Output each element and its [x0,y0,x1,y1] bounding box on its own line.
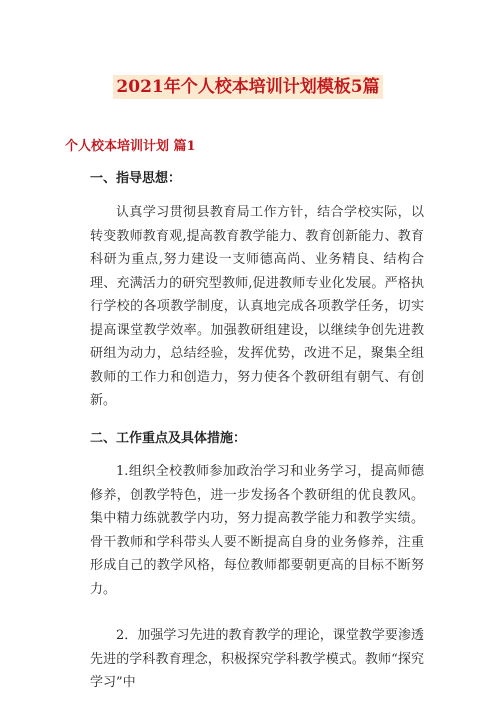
section-title: 个人校本培训计划 篇1 [65,139,196,154]
paragraph-guiding-ideology: 认真学习贯彻县教育局工作方针，结合学校实际，以转变教师教育观,提高教育教学能力、教育创新能力、教育科研为重点,努力建设一支师德高尚、业务精良、结构合理、充满活力的研究型教师,促进教师专业化发展。严格执行学校的各项教学制度，认真地完成各项教学任务，切实提高课堂教学效率。加强教研组建设，以继续争创先进教研组为动力，总结经验，发挥优势，改进不足，聚集全组教师的工作力和创造力，努力使各个教研组有朝气、有创新。 [90,205,424,408]
heading-guiding-ideology: 一、指导思想： [90,171,182,186]
document-title [0,75,496,99]
paragraph-item-2: 2．加强学习先进的教育教学的理论，课堂教学要渗透先进的学科教育理念，积极探究学科教学模式。教师“探究学习”中 [90,628,424,690]
document-title-text: 2021年个人校本培训计划模板5篇 [113,75,382,99]
heading-work-focus: 二、工作重点及具体措施： [90,431,247,446]
paragraph-item-1: 1.组织全校教师参加政治学习和业务学习，提高师德修养，创教学特色，进一步发扬各个教研组的优良教风。集中精力练就教学内功，努力提高教学能力和教学实绩。骨干教师和学科带头人要不断提高自身的业务修养，注重形成自己的教学风格，每位教师都要朝更高的目标不断努力。 [90,464,424,597]
